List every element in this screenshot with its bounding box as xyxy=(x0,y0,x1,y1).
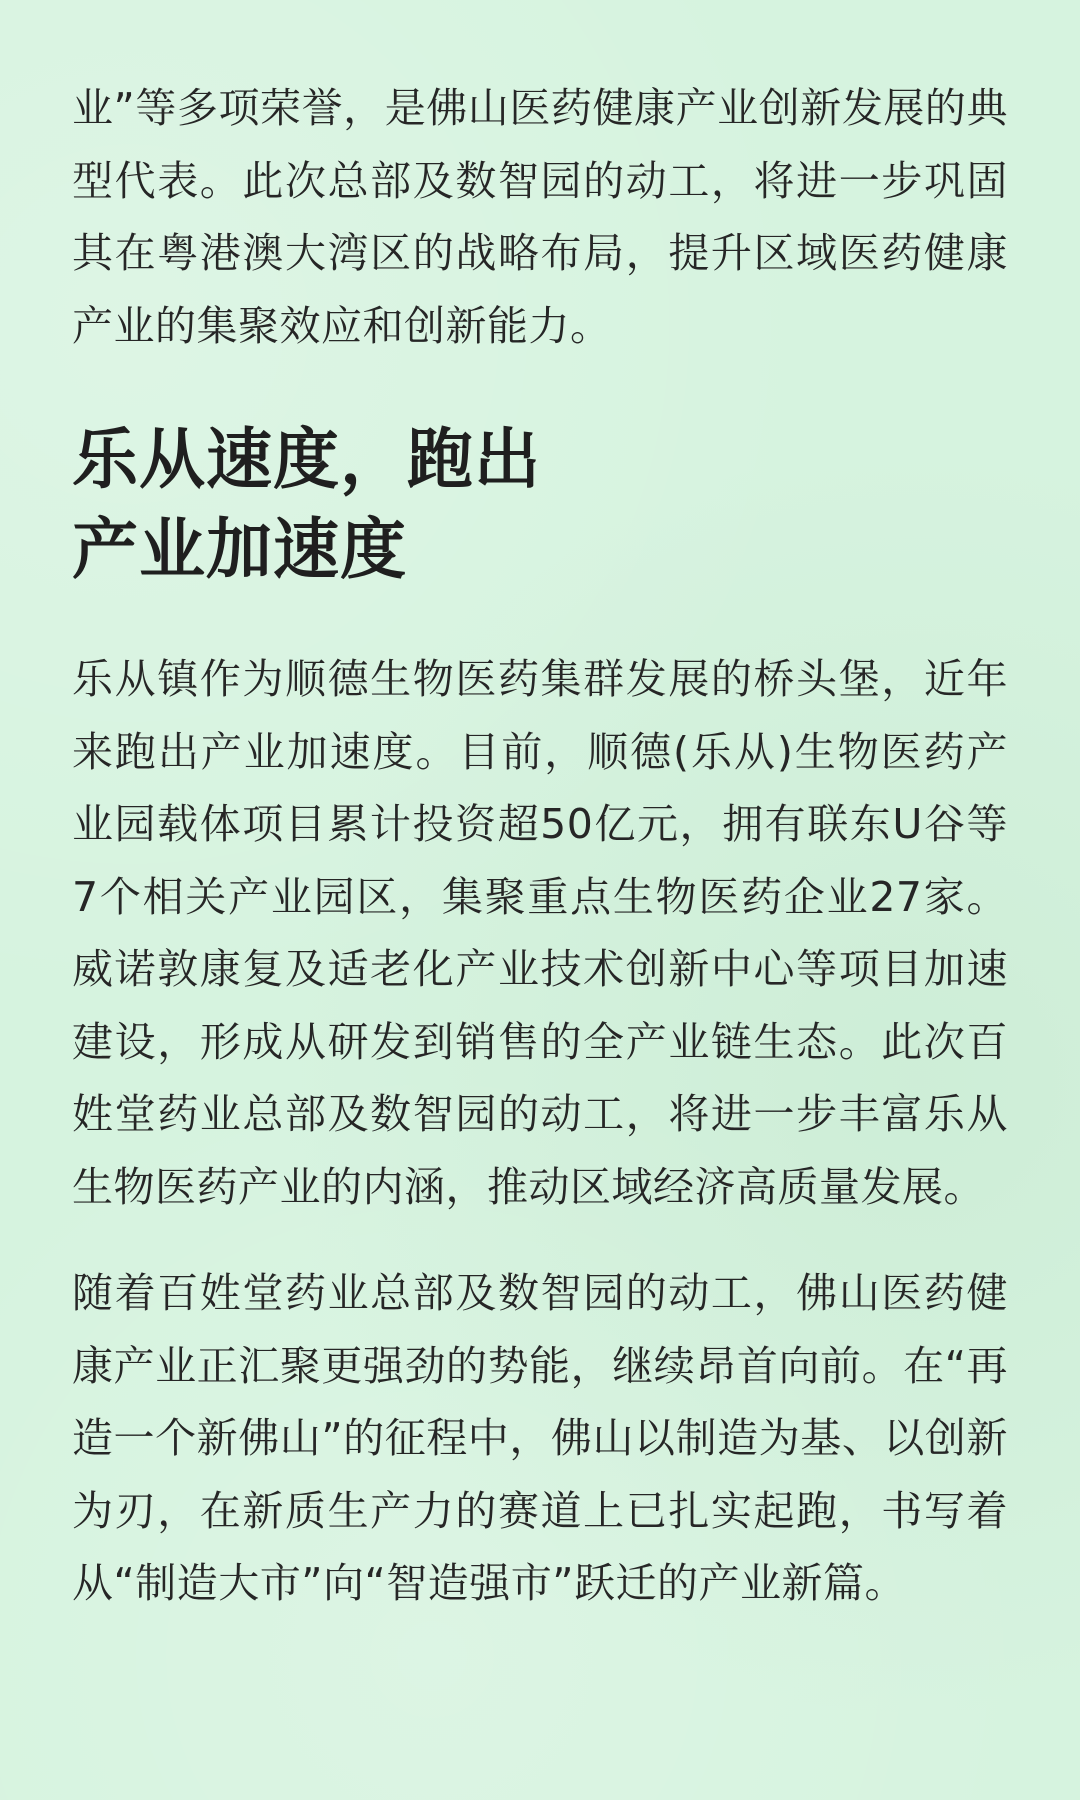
paragraph-lecong: 乐从镇作为顺德生物医药集群发展的桥头堡，近年来跑出产业加速度。目前，顺德(乐从)生物医药产业园载体项目累计投资超50亿元，拥有联东U谷等7个相关产业园区，集聚重点生物医药企业27家。威诺敦康复及适老化产业技术创新中心等项目加速建设，形成从研发到销售的全产业链生态。此次百姓堂药业总部及数智园的动工，将进一步丰富乐从生物医药产业的内涵，推动区域经济高质量发展。 xyxy=(72,655,1008,1211)
section-heading-line2: 产业加速度 xyxy=(72,511,407,588)
section-heading-line1: 乐从速度，跑出 xyxy=(72,421,541,498)
paragraph-closing: 随着百姓堂药业总部及数智园的动工，佛山医药健康产业正汇聚更强劲的势能，继续昂首向前。在“再造一个新佛山”的征程中，佛山以制造为基、以创新为刃，在新质生产力的赛道上已扎实起跑，书写着从“制造大市”向“智造强市”跃迁的产业新篇。 xyxy=(72,1269,1008,1607)
section-heading xyxy=(72,415,1008,595)
paragraph-intro-continued: 业”等多项荣誉，是佛山医药健康产业创新发展的典型代表。此次总部及数智园的动工，将进一步巩固其在粤港澳大湾区的战略布局，提升区域医药健康产业的集聚效应和创新能力。 xyxy=(72,84,1008,350)
article-page xyxy=(72,0,1008,1800)
